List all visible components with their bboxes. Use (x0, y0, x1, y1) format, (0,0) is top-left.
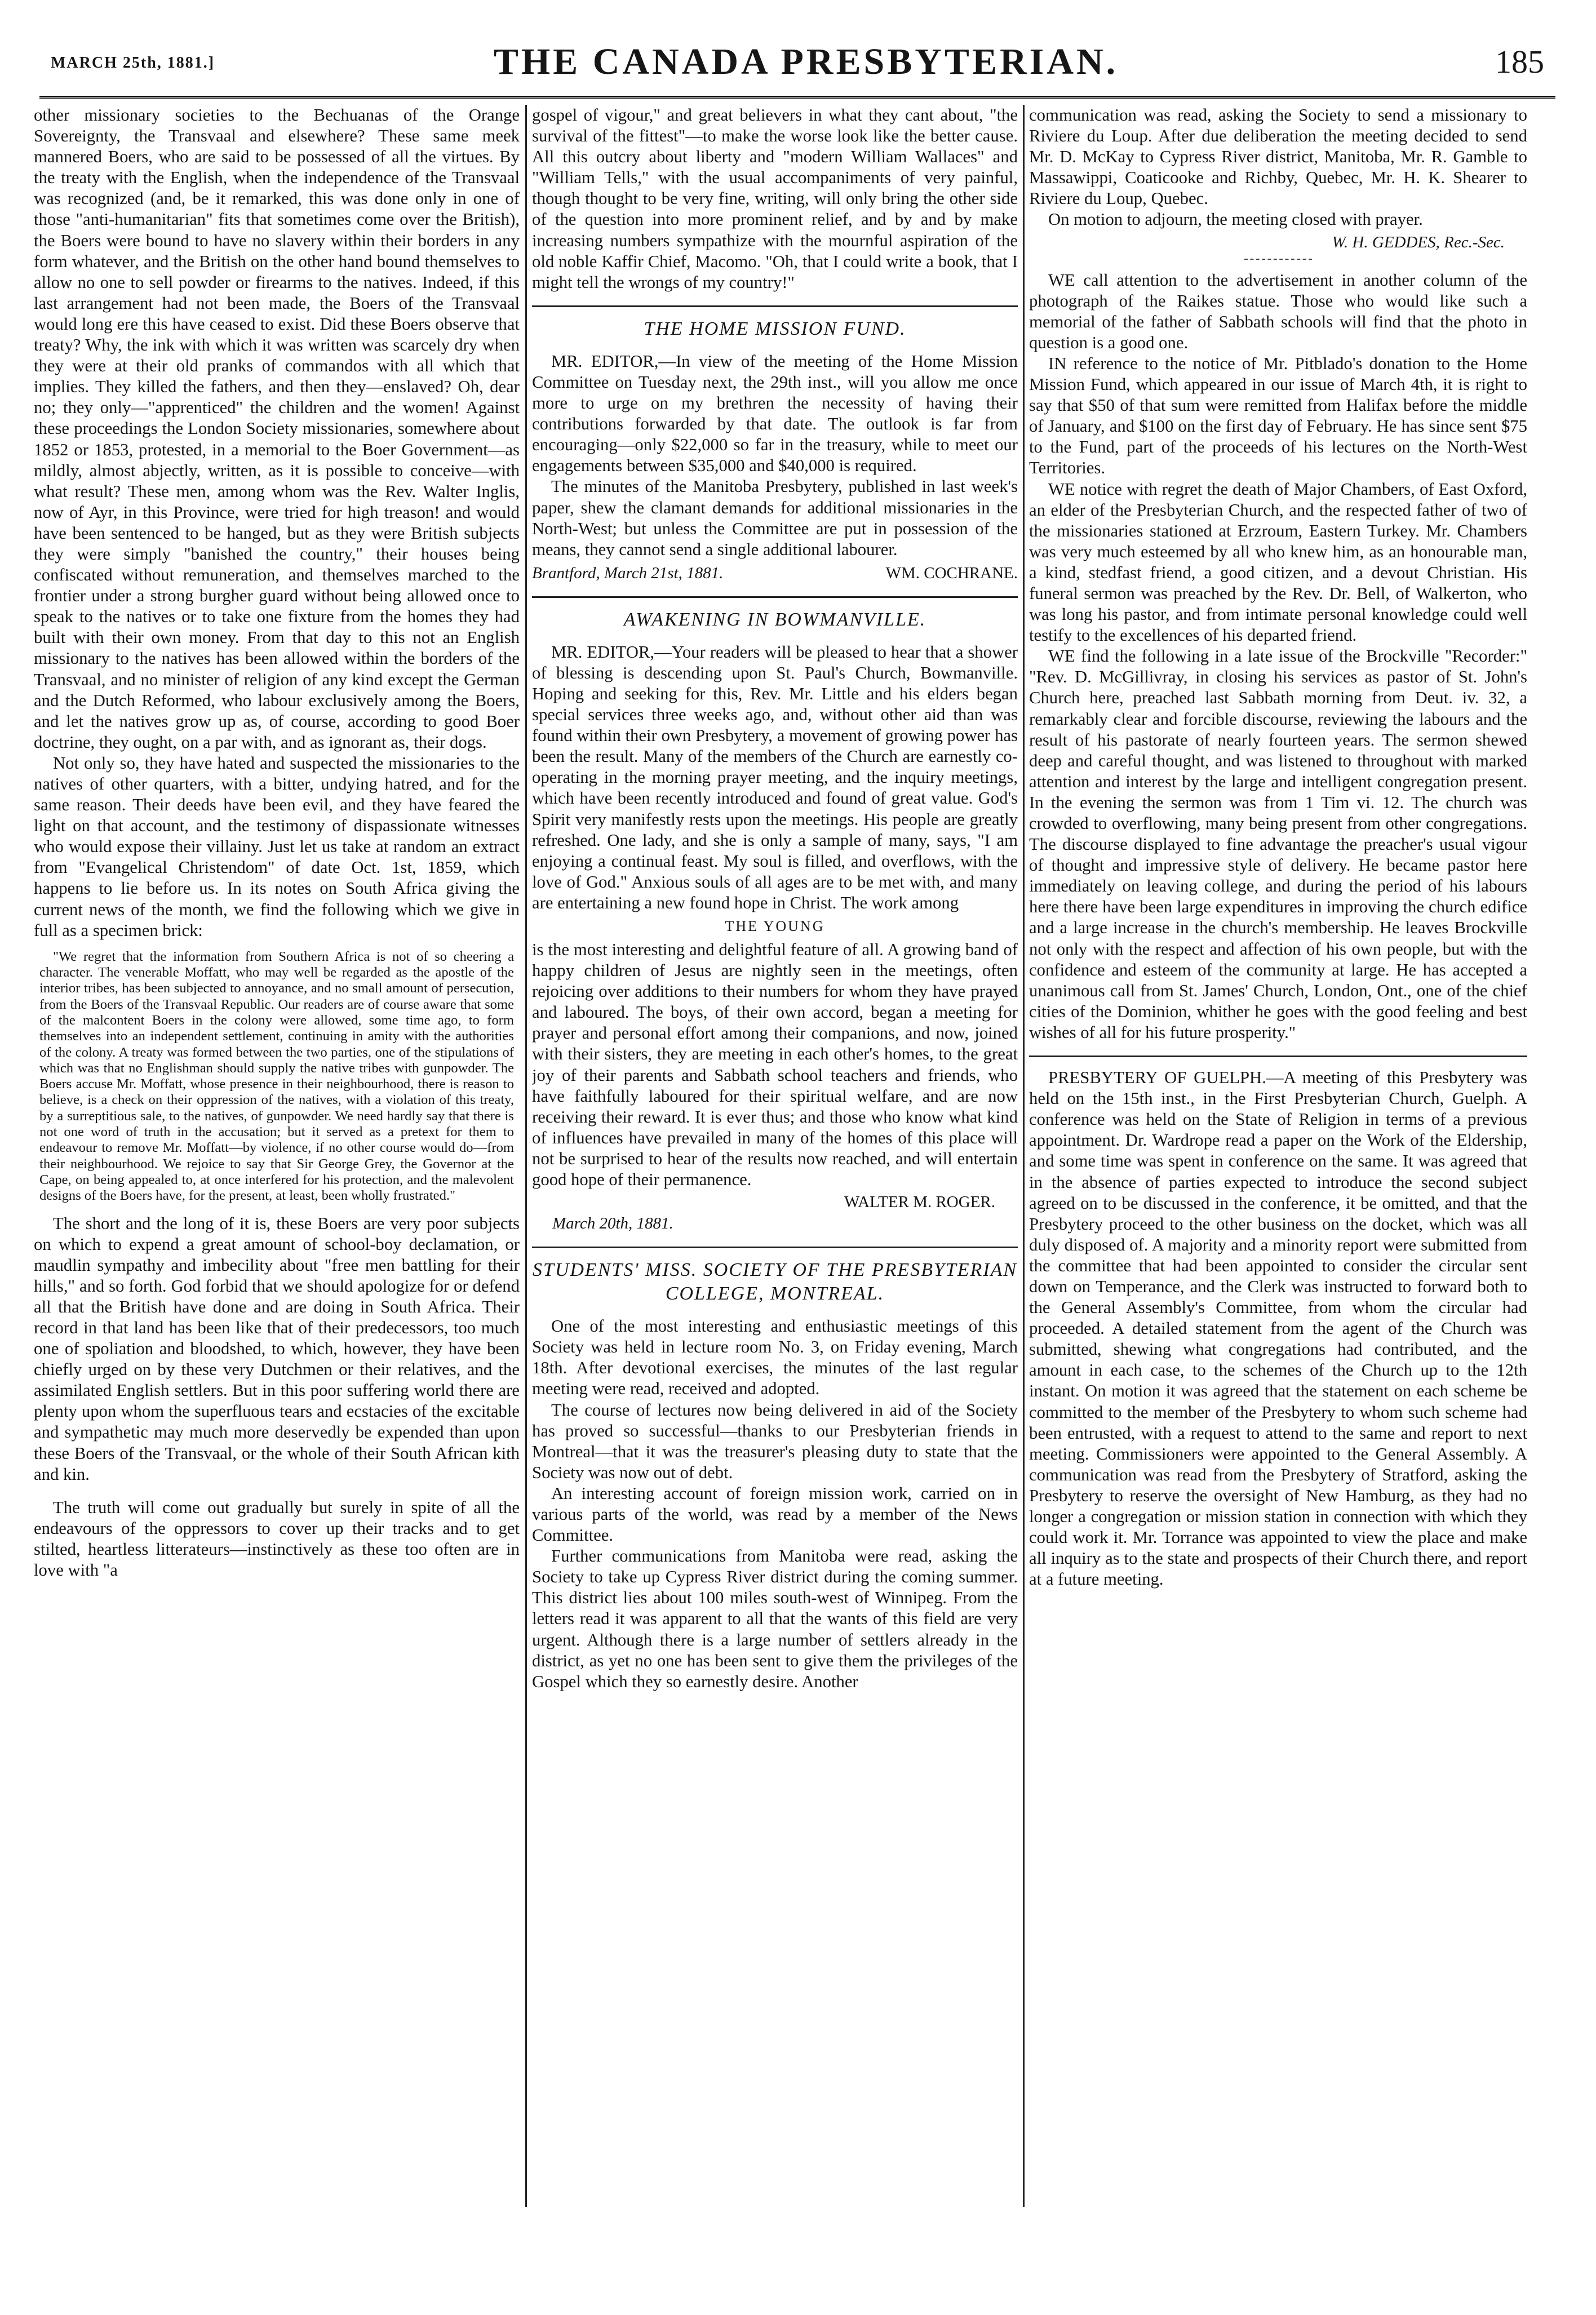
news-note: WE find the following in a late issue of the Brockville "Recorder:" "Rev. D. McGillivray, in closing his services as pastor of St. John's Church here, preached last Sabbath morning from Deut. iv. 32, a remarkably clear and forcible discourse, reviewing the labours and the result of his pastorate of nearly fourteen years. The sermon shewed deep and careful thought, and was listened to throughout with marked attention and interest by the large and intelligent congregation present. In the evening the sermon was from 1 Tim vi. 12. The church was crowded to overflowing, many being present from other congregations. The discourse displayed to fine advantage the preacher's usual vigour of thought and impressive style of delivery. He became pastor here immediately on leaving college, and during the period of his labours here there have been large expenditures in improving the church edifice and a large increase in the church's membership. He leaves Brockville not only with the respect and affection of his own people, but with the confidence and esteem of the community at large. He has accepted a unanimous call from St. James' Church, London, Ont., one of the chief cities of the Dominion, whither he goes with the good feeling and best wishes of all for his future prosperity." (1029, 646, 1527, 1042)
article-paragraph: The course of lectures now being delivered in aid of the Society has proved so successful—thanks to our Presbyterian friends in Montreal—that it was the treasurer's pleasing duty to state that the Society was now out of debt. (532, 1400, 1018, 1482)
column-middle (532, 105, 1018, 2263)
letter-paragraph: MR. EDITOR,—In view of the meeting of the Home Mission Committee on Tuesday next, the 29th inst., will you allow me once more to urge on my brethren the necessity of having their contributions forwarded by that date. The outlook is far from encouraging—only $22,000 so far in the treasury, while to meet our engagements between $35,000 and $40,000 is required. (532, 351, 1018, 476)
column-divider (525, 105, 527, 2207)
section-rule (1029, 1056, 1527, 1057)
section-rule (1244, 259, 1312, 260)
section-rule (532, 596, 1018, 598)
letter-author: WM. COCHRANE. (885, 564, 1018, 582)
section-heading-home-mission-fund: THE HOME MISSION FUND. (644, 318, 906, 339)
article-paragraph: The truth will come out gradually but surely in spite of all the endeavours of the oppressors to cover up their tracks and to get stilted, heartless litterateurs—instinctively as these too often are in love with "a (34, 1497, 520, 1580)
quoted-extract: "We regret that the information from Southern Africa is not of so cheering a character. The venerable Moffatt, who may well be regarded as the apostle of the interior tribes, has been subjected to annoyance, and no small amount of persecution, from the Boers of the Transvaal Republic. Our readers are of course aware that some of the malcontent Boers in the colony were allowed, some time ago, to form themselves into an independent settlement, continuing in amity with the authorities of the colony. A treaty was formed between the two parties, one of the stipulations of which was that no Englishman should supply the native tribes with gunpowder. The Boers accuse Mr. Moffatt, whose presence in their neighbourhood, there is reason to believe, is a check on their oppression of the natives, with a violation of this treaty, by a surreptitious sale, to the natives, of gunpowder. We need hardly say that there is not one word of truth in the accusation; but it served as a pretext for them to endeavour to remove Mr. Moffatt—by violence, if no other course would do—from their neighbourhood. We rejoice to say that Sir George Grey, the Governor at the Cape, on being appealed to, at once interfered for his protection, and the malevolent designs of the Boers have, for the present, at least, been wholly frustrated." (39, 948, 514, 1204)
letter-date: March 20th, 1881. (552, 1214, 673, 1233)
article-paragraph: The short and the long of it is, these Boers are very poor subjects on which to expend a great amount of school-boy declamation, or maudlin sympathy and imbecility about "free men battling for their hills," and so forth. God forbid that we should apologize for or defend all that the British have done and are doing in South Africa. Their record in that land has been like that of their predecessors, too much one of spoliation and bloodshed, to which, however, they have been chiefly urged on by these very Dutchmen or their relatives, and the assimilated English settlers. But in this poor suffering world there are plenty upon whom the superfluous tears and ecstacies of the excitable and sympathetic may much more deservedly be expended than upon these Boers of the Transvaal, or the whole of their South African kith and kin. (34, 1213, 520, 1484)
news-note: WE notice with regret the death of Major Chambers, of East Oxford, an elder of the Presbyterian Church, and the respected father of two of the missionaries stationed at Erzroum, Eastern Turkey. Mr. Chambers was very much esteemed by all who knew him, as an honourable man, a kind, stedfast friend, a good citizen, and a devout Christian. His funeral sermon was preached by the Rev. Dr. Bell, of Walkerton, who was long his pastor, and from intimate personal knowledge could well testify to the excellences of his departed friend. (1029, 479, 1527, 645)
column-right (1029, 105, 1527, 2263)
article-paragraph: On motion to adjourn, the meeting closed with prayer. (1048, 210, 1423, 229)
letter-paragraph: The minutes of the Manitoba Presbytery, published in last week's paper, shew the clamant demands for additional missionaries in the North-West; but unless the Committee are put in possession of the means, they cannot send a single additional labourer. (532, 477, 1018, 559)
article-paragraph: One of the most interesting and enthusiastic meetings of this Society was held in lecture room No. 3, on Friday evening, March 18th. After devotional exercises, the minutes of the last regular meeting were read, received and adopted. (532, 1316, 1018, 1399)
letter-paragraph: MR. EDITOR,—Your readers will be pleased to hear that a shower of blessing is descending upon St. Paul's Church, Bowmanville. Hoping and seeking for this, Rev. Mr. Little and his elders began special services three weeks ago, and, without other aid than was found within their own Presbytery, a movement of growing power has been the result. Many of the members of the Church are earnestly co-operating in the morning prayer meeting, and the inquiry meetings, which have been recently introduced and found of great value. God's Spirit very manifestly rests upon the meetings. His people are greatly refreshed. One lady, and she is only a sample of many, says, "I am enjoying a continual feast. My soul is filled, and overflows, with the love of God." Anxious souls of all ages are to be met with, and many are entertaining a new found hope in Christ. The work among (532, 642, 1018, 912)
section-heading-students-society: STUDENTS' MISS. SOCIETY OF THE PRESBYTERIAN COLLEGE, MONTREAL. (532, 1259, 1018, 1305)
section-rule (532, 1247, 1018, 1248)
secretary-signature: W. H. GEDDES, Rec.-Sec. (1332, 233, 1505, 251)
letter-signature (532, 562, 1018, 584)
news-note: WE call attention to the advertisement in another column of the photograph of the Raikes statue. Those who would like such a memorial of the father of Sabbath schools will find that the photo in question is a good one. (1029, 270, 1527, 352)
news-note: IN reference to the notice of Mr. Pitblado's donation to the Home Mission Fund, which appeared in our issue of March 4th, it is right to say that $50 of that sum were remitted from Halifax before the middle of January, and $100 on the first day of February. He has since sent $75 to the Fund, part of the proceeds of his lectures on the North-West Territories. (1029, 353, 1527, 478)
article-paragraph: gospel of vigour," and great believers in what they cant about, "the survival of the fittest"—to make the worse look like the better cause. All this outcry about liberty and "modern William Wallaces" and "William Tells," with the usual accompaniments of very painful, though thought to be very fine, writing, will only bring the other side of the question into more prominent relief, and by and by make increasing numbers sympathize with the mournful aspiration of the old noble Kaffir Chief, Macomo. "Oh, that I could write a book, that I might tell the wrongs of my country!" (532, 105, 1018, 292)
letter-author: WALTER M. ROGER. (844, 1193, 995, 1212)
newspaper-title: THE CANADA PRESBYTERIAN. (493, 41, 1119, 82)
section-rule (532, 305, 1018, 307)
article-paragraph: communication was read, asking the Society to send a missionary to Riviere du Loup. After due deliberation the meeting decided to send Mr. D. McKay to Cypress River district, Manitoba, Mr. R. Gamble to Massawippi, Coaticooke and Richby, Quebec, Mr. H. K. Shearer to Riviere du Loup, Quebec. (1029, 105, 1527, 209)
article-paragraph: Further communications from Manitoba were read, asking the Society to take up Cypress River district during the coming summer. This district lies about 100 miles south-west of Winnipeg. From the letters read it was apparent to all that the wants of this field are very urgent. Although there is a large number of settlers already in the district, as yet no one has been sent to give them the privileges of the Gospel which they so earnestly desire. Another (532, 1546, 1018, 1691)
page-number: 185 (1495, 43, 1544, 80)
article-paragraph: An interesting account of foreign mission work, carried on in various parts of the world, was read by a member of the News Committee. (532, 1483, 1018, 1545)
masthead (34, 37, 1578, 99)
letter-place-date: Brantford, March 21st, 1881. (532, 564, 724, 582)
column-left (34, 105, 520, 2263)
letter-paragraph: is the most interesting and delightful feature of all. A growing band of happy children of Jesus are nightly seen in the meetings, often rejoicing over additions to their numbers for whom they have prayed and laboured. The boys, of their own accord, began a meeting for prayer and personal effort among their companions, and now, joined with their sisters, they are meeting in each other's homes, to the great joy of their parents and Sabbath school teachers and friends, who have faithfully laboured for their spiritual welfare, and are now receiving their reward. It is ever thus; and those who know what kind of influences have prevailed in many of the homes of this place will not be surprised to hear of the results now reached, and will entertain good hope of their permanence. (532, 940, 1018, 1190)
section-heading-awakening: AWAKENING IN BOWMANVILLE. (623, 609, 926, 630)
masthead-rule (39, 96, 1555, 99)
column-divider (1023, 105, 1025, 2207)
article-paragraph: Not only so, they have hated and suspected the missionaries to the natives of other quarters, with a bitter, undying hatred, and for the same reason. Their deeds have been evil, and they have feared the light on that account, and the testimony of dispassionate witnesses who would expose their villainy. Just let us take at random an extract from "Evangelical Christendom" of date Oct. 1st, 1859, which happens to lie before us. In its notes on South Africa giving the current news of the month, we find the following which we give in full as a specimen brick: (34, 753, 520, 940)
presbytery-report: PRESBYTERY OF GUELPH.—A meeting of this Presbytery was held on the 15th inst., in the First Presbyterian Church, Guelph. A conference was held on the State of Religion in terms of a previous appointment. Dr. Wardrope read a paper on the Work of the Eldership, and some time was spent in conference on the same. It was agreed that in the absence of parties expected to introduce the second subject agreed on to be discussed in the conference, it be omitted, and that the Presbytery proceed to the other business on the docket, which was all duly disposed of. A majority and a minority report were submitted from the committee that had been appointed to consider the circular sent down on Temperance, and the Clerk was instructed to forward both to the General Assembly's Committee, from whom the circular had proceeded. A detailed statement from the agent of the Church was submitted, shewing what congregations had contributed, and the amount in each case, to the schemes of the Church up to the 12th instant. On motion it was agreed that the statement on each scheme be committed to the member of the Presbytery to whom such scheme had been entrusted, with a request to attend to the same and report to next meeting. Commissioners were appointed to the General Assembly. A communication was read from the Presbytery of Stratford, asking the Presbytery to reserve the oversight of New Hamburg, as they had no longer a congregation or mission station in connection with which they could work it. Mr. Torrance was appointed to view the place and make all inquiry as to the state and prospects of their Church there, and report at a future meeting. (1029, 1068, 1527, 1589)
issue-date: MARCH 25th, 1881.] (51, 54, 215, 72)
subheading-the-young: THE YOUNG (725, 918, 825, 934)
article-paragraph: other missionary societies to the Bechuanas of the Orange Sovereignty, the Transvaal and elsewhere? These same meek mannered Boers, who are said to be possessed of all the virtues. By the treaty with the English, when the independence of the Transvaal was recognized (and, be it remarked, this was done only in one of those "anti-humanitarian" fits that sometimes come over the British), the Boers were bound to have no slavery within their borders in any form whatever, and the British on the other hand bound themselves to allow no one to sell powder or firearms to the natives. Indeed, if this last arrangement had not been made, the Boers of the Transvaal would long ere this have ceased to exist. Did these Boers observe that treaty? Why, the ink with which it was written was scarcely dry when they were at their old pranks of commandos with all which that implies. They killed the fathers, and then they—enslaved? Oh, dear no; they only—"apprenticed" the children and the women! Against these proceedings the London Society missionaries, somewhere about 1852 or 1853, protested, in a memorial to the Boer Government—as mildly, almost abjectly, written, as it is possible to conceive—with what result? These men, among whom was the Rev. Walter Inglis, now of Ayr, in this Province, were tried for high treason! and would have been sentenced to be hanged, but as they were British subjects they were simply "banished the country," their houses being confiscated without remuneration, and themselves marched to the frontier under a strong burgher guard without being allowed once to speak to the natives or to take one fixture from the homes they had built with their own money. From that day to this not an English missionary to the natives has been allowed within the borders of the Transvaal, and no minister of religion of any kind except the German and the Dutch Reformed, who labour exclusively among the Boers, and let the natives grow up as, of course, according to good Boer doctrine, they ought, on a par with, and as ignorant as, their dogs. (34, 105, 520, 752)
